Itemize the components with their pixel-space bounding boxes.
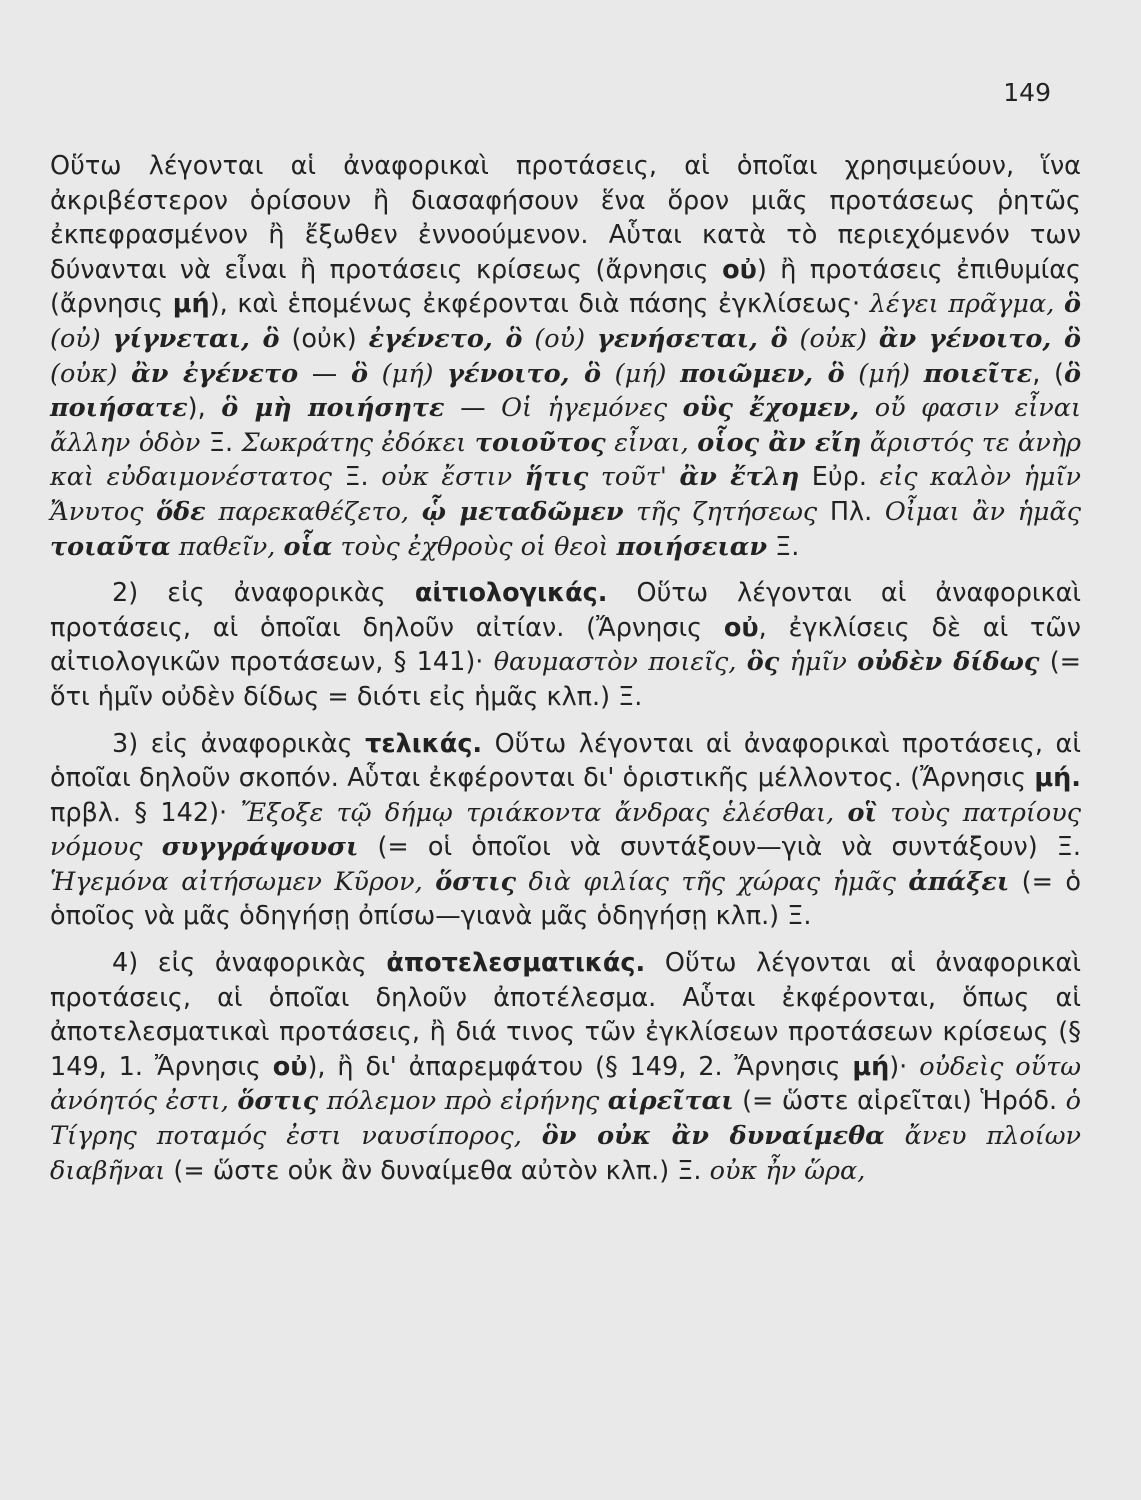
text-run: οὐκ ἔστιν — [381, 462, 525, 493]
text-run: τοὺς πατρίους νόμους — [50, 797, 1081, 863]
text-run: ὅστις — [237, 1086, 319, 1117]
text-run: ποιεῖτε — [923, 358, 1033, 389]
text-run: Οὕτω λέγονται αἱ ἀναφορικαὶ προτάσεις, αἱ ὁποῖαι δηλοῦν σκοπόν. Αὗται ἐκφέρονται δι' ὁριστικῆς μέλλοντος. (Ἄρνησις — [50, 728, 1081, 794]
text-run: ἂν ἔτλη — [679, 462, 800, 493]
text-run: παρεκαθέζετο, — [205, 496, 422, 527]
text-run: (= ὥστε αἱρεῖται) Ἡρόδ. — [733, 1086, 1066, 1117]
text-run: πρβλ. § 142)· — [50, 797, 241, 828]
text-run: Ξ. — [767, 531, 800, 562]
text-run: ), — [187, 393, 222, 424]
text-run: — — [298, 358, 351, 389]
text-run: διὰ φιλίας τῆς χώρας ἡμᾶς — [516, 866, 909, 897]
text-run: Ἡγεμόνα αἰτήσωμεν Κῦρον, — [50, 866, 436, 897]
paragraph-relative-clauses-intro — [50, 149, 1081, 564]
text-run: 2) εἰς ἀναφορικὰς — [112, 578, 415, 609]
text-run: Ξ. — [344, 462, 382, 493]
text-run: )· — [889, 1051, 920, 1082]
text-run: ὅδε — [156, 496, 206, 527]
text-run: τῆς ζητήσεως — [623, 496, 830, 527]
text-run: ὅστις — [435, 866, 517, 897]
text-run: Ἔξοξε τῷ δήμῳ τριάκοντα ἄνδρας ἑλέσθαι, — [240, 797, 848, 828]
text-run: Οὕτω λέγονται αἱ ἀναφορικαὶ προτάσεις, αἱ ὁποῖαι δηλοῦν ἀποτέλεσμα. Αὗται ἐκφέρονται, ὅπως αἱ ἀποτελεσματικαὶ προτάσεις, ἢ διά τινος τῶν ἐγκλίσεων προτάσεων κρίσεως (§ 149, 1. Ἄρνησις — [50, 948, 1081, 1082]
text-run: ) ἢ προτάσεις ἐπιθυμίας (ἄρνησις — [50, 254, 1081, 320]
text-run: εἰς καλὸν ἡμῖν Ἄνυτος — [50, 462, 1081, 527]
text-run: ὃ — [350, 358, 368, 389]
text-run: ἥτις — [524, 462, 589, 493]
text-run: (μή) — [844, 358, 924, 389]
text-run: (οὐκ) — [50, 358, 132, 389]
text-run: οὐδὲν δίδως — [857, 647, 1040, 678]
text-run: (οὐ) — [522, 323, 598, 354]
text-run: — — [444, 393, 502, 424]
text-run: (= ὁ ὁποῖος νὰ μᾶς ὁδηγήσῃ ὀπίσω—γιανὰ μᾶς ὁδηγήσῃ κλπ.) Ξ. — [50, 866, 1081, 932]
text-run: ἄνευ πλοίων διαβῆναι — [50, 1121, 1081, 1186]
text-run: παθεῖν, — [170, 531, 284, 562]
text-run: οἳ — [847, 797, 877, 828]
text-run: (μή) — [601, 358, 681, 389]
text-run: (= ὥστε οὐκ ἂν δυναίμεθα αὐτὸν κλπ.) Ξ. — [165, 1155, 710, 1186]
paragraph-final-relative — [50, 727, 1081, 935]
text-run: οὐκ ἦν ὥρα, — [709, 1155, 866, 1186]
text-run: ἂν γένοιτο, ὃ — [878, 323, 1081, 354]
text-run: ἐγένετο, ὃ — [368, 323, 523, 354]
text-run: γίγνεται, ὃ — [112, 323, 280, 354]
text-run: μή. — [1034, 763, 1081, 794]
text-run: οἷος ἂν εἴη — [697, 427, 862, 458]
text-run: τοιαῦτα — [50, 531, 171, 562]
text-run: Οἶμαι ἂν ἡμᾶς — [884, 496, 1081, 527]
text-run: αἰτιολογικάς. — [414, 578, 608, 609]
text-run: εἶναι, — [605, 427, 698, 458]
text-run: πόλεμον πρὸ εἰρήνης — [318, 1086, 608, 1117]
text-run: Σωκράτης ἐδόκει — [241, 427, 475, 458]
text-run: ὃ ποιήσατε — [50, 358, 1081, 424]
text-run: ποιῶμεν, ὃ — [680, 358, 845, 389]
text-run: , ( — [1032, 358, 1064, 389]
text-run: Οἱ ἡγεμόνες — [501, 393, 683, 424]
text-run: ), ἢ δι' ἀπαρεμφάτου (§ 149, 2. Ἄρνησις — [307, 1051, 853, 1082]
text-run: λέγει πρᾶγμα, — [869, 289, 1064, 320]
text-run: συγγράψουσι — [161, 832, 359, 863]
text-run: ἂν ἐγένετο — [131, 358, 299, 389]
text-run: (οὐ) — [50, 323, 113, 354]
text-run: οὓς ἔχομεν, — [682, 393, 860, 424]
text-run: τοὺς ἐχθροὺς οἱ θεοὶ — [332, 531, 617, 562]
text-run: ), καὶ ἑπομένως ἐκφέρονται διὰ πάσης ἐγκλίσεως· — [209, 289, 870, 320]
text-run: ἡμῖν — [779, 647, 858, 678]
text-run: ὁ Τίγρης ποταμός ἐστι ναυσίπορος, — [50, 1086, 1081, 1152]
text-run: Εὐρ. — [799, 462, 880, 493]
text-run: οὐ — [723, 612, 759, 643]
text-run: 4) εἰς ἀναφορικὰς — [112, 948, 387, 979]
text-run: (οὐκ) — [787, 323, 879, 354]
text-run: (μή) — [368, 358, 448, 389]
page-number: 149 — [1003, 78, 1051, 107]
paragraph-consecutive-relative — [50, 946, 1081, 1188]
text-run: (= ὅτι ἡμῖν οὐδὲν δίδως = διότι εἰς ἡμᾶς κλπ.) Ξ. — [50, 647, 1082, 712]
text-run: οὐδεὶς οὕτω ἀνόητός ἐστι, — [50, 1051, 1081, 1117]
text-run: Πλ. — [829, 496, 885, 527]
text-run: οἷα — [283, 531, 333, 562]
text-run: τοιοῦτος — [474, 427, 606, 458]
paragraph-causal-relative — [50, 576, 1081, 714]
text-run: Οὕτω λέγονται αἱ ἀναφορικαὶ προτάσεις, αἱ ὁποῖαι χρησιμεύουν, ἵνα ἀκριβέστερον ὁρίσουν ἢ διασαφήσουν ἕνα ὅρον μιᾶς προτάσεως ῥητῶς ἐκπεφρασμένον ἢ ἔξωθεν ἐννοούμενον. Αὗται κατὰ τὸ περιεχόμενόν των δύνανται νὰ εἶναι ἢ προτάσεις κρίσεως (ἄρνησις — [50, 151, 1081, 285]
text-run: γένοιτο, ὃ — [447, 358, 601, 389]
text-run: ὃν οὐκ ἂν δυναίμεθα — [541, 1121, 885, 1152]
text-run: θαυμαστὸν ποιεῖς, — [493, 647, 747, 678]
text-run: γενήσεται, ὃ — [597, 323, 788, 354]
text-run: ὃ — [1063, 289, 1081, 320]
text-run: τοῦτ' — [588, 462, 680, 493]
text-run: (= οἱ ὁποῖοι νὰ συντάξουν—γιὰ νὰ συντάξουν) Ξ. — [358, 832, 1082, 863]
text-run: ᾧ μεταδῶμεν — [421, 496, 624, 527]
text-run: ἀποτελεσματικάς. — [386, 948, 646, 979]
text-run: ὃς — [746, 647, 780, 678]
text-run: Ξ. — [208, 427, 242, 458]
text-run: αἱρεῖται — [607, 1086, 734, 1117]
text-run: τελικάς. — [365, 728, 483, 759]
text-run: ὃ μὴ ποιήσητε — [221, 393, 445, 424]
text-run: ποιήσειαν — [616, 531, 768, 562]
text-run: , ἐγκλίσεις δὲ αἱ τῶν αἰτιολογικῶν προτάσεων, § 141)· — [50, 612, 1081, 678]
text-run: ἀπάξει — [908, 866, 1010, 897]
text-run: μή — [172, 289, 210, 320]
text-run: Οὕτω λέγονται αἱ ἀναφορικαὶ προτάσεις, αἱ ὁποῖαι δηλοῦν αἰτίαν. (Ἄρνησις — [50, 578, 1082, 643]
text-run: οὔ φασιν εἶναι ἄλλην ὁδὸν — [50, 393, 1081, 458]
text-run: οὐ — [272, 1051, 308, 1082]
text-run: μή — [852, 1051, 890, 1082]
text-run: οὐ — [722, 254, 757, 285]
text-run: 3) εἰς ἀναφορικὰς — [112, 728, 366, 759]
text-run: (οὐκ) — [279, 323, 369, 354]
text-run: ἄριστός τε ἀνὴρ καὶ εὐδαιμονέστατος — [50, 427, 1081, 493]
